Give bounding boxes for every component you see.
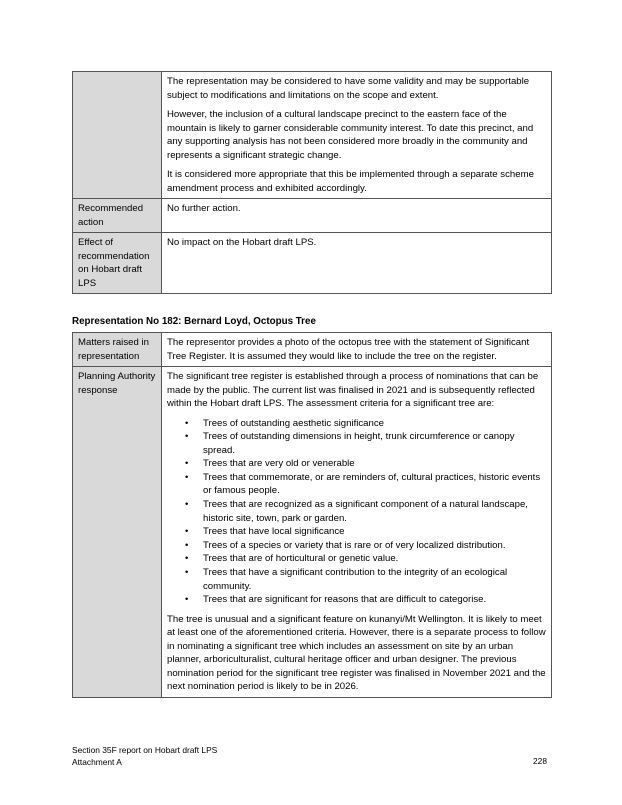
footer-report-title: Section 35F report on Hobart draft LPS bbox=[72, 745, 218, 755]
paragraph: It is considered more appropriate that this be implemented through a separate scheme amendment process and exhibited accordingly. bbox=[167, 169, 534, 194]
paragraph: The tree is unusual and a significant feature on kunanyi/Mt Wellington. It is likely to meet at least one of the aforementioned criteria. However, there is a separate process to follow in nominating a significant tree which includes an assessment on site by an urban planner, arboriculturalist, cultural heritage officer and urban designer. The previous nomination period for the significant tree register was finalised in November 2021 and the next nomination period is likely to be in 2026. bbox=[167, 613, 546, 693]
list-item: • Trees that are significant for reasons that are difficult to categorise. bbox=[203, 593, 547, 607]
list-item: • Trees that commemorate, or are reminders of, cultural practices, historic events or famous people. bbox=[203, 471, 547, 498]
effect-of-recommendation-label: Effect of recommendation on Hobart draft LPS bbox=[73, 233, 162, 294]
effect-of-recommendation-value: No impact on the Hobart draft LPS. bbox=[162, 233, 552, 294]
list-item: • Trees that have a significant contribution to the integrity of an ecological community. bbox=[203, 566, 547, 593]
footer-attachment: Attachment A bbox=[72, 757, 122, 767]
matters-raised-label: Matters raised in representation bbox=[73, 333, 162, 367]
list-item: • Trees of a species or variety that is rare or of very localized distribution. bbox=[203, 539, 547, 553]
table-row bbox=[73, 333, 552, 367]
table-row bbox=[73, 367, 552, 698]
list-item: • Trees that are recognized as a significant component of a natural landscape, historic site, town, park or garden. bbox=[203, 498, 547, 525]
criteria-list bbox=[167, 417, 547, 607]
list-item: • Trees of outstanding aesthetic significance bbox=[203, 417, 547, 431]
representation-182-table bbox=[72, 332, 552, 698]
response-cell bbox=[162, 72, 552, 199]
table-row bbox=[73, 233, 552, 294]
planning-authority-response-label: Planning Authority response bbox=[73, 367, 162, 698]
section-heading: Representation No 182: Bernard Loyd, Octopus Tree bbox=[72, 316, 316, 327]
empty-label-cell bbox=[73, 72, 162, 199]
paragraph: The significant tree register is established through a process of nominations that can be made by the public. The current list was finalised in 2021 and is subsequently reflected within the Hobart draft LPS. The assessment criteria for a significant tree are: bbox=[167, 371, 539, 409]
recommended-action-value: No further action. bbox=[162, 199, 552, 233]
list-item: • Trees that are of horticultural or genetic value. bbox=[203, 552, 547, 566]
planning-authority-response-value bbox=[162, 367, 552, 698]
recommended-action-label: Recommended action bbox=[73, 199, 162, 233]
table-row bbox=[73, 199, 552, 233]
representation-table-continued bbox=[72, 71, 552, 294]
paragraph: However, the inclusion of a cultural landscape precinct to the eastern face of the mountain is likely to garner considerable community interest. To date this precinct, and any supporting analysis has not been considered more broadly in the community and represents a significant strategic change. bbox=[167, 109, 534, 161]
table-row bbox=[73, 72, 552, 199]
page-number: 228 bbox=[533, 756, 547, 766]
page-footer bbox=[72, 744, 217, 768]
matters-raised-value: The representor provides a photo of the octopus tree with the statement of Significant Tree Register. It is assumed they would like to include the tree on the register. bbox=[162, 333, 552, 367]
list-item: • Trees of outstanding dimensions in height, trunk circumference or canopy spread. bbox=[203, 430, 547, 457]
paragraph: The representation may be considered to have some validity and may be supportable subject to modifications and limitations on the scope and extent. bbox=[167, 76, 530, 101]
list-item: • Trees that are very old or venerable bbox=[203, 457, 547, 471]
list-item: • Trees that have local significance bbox=[203, 525, 547, 539]
